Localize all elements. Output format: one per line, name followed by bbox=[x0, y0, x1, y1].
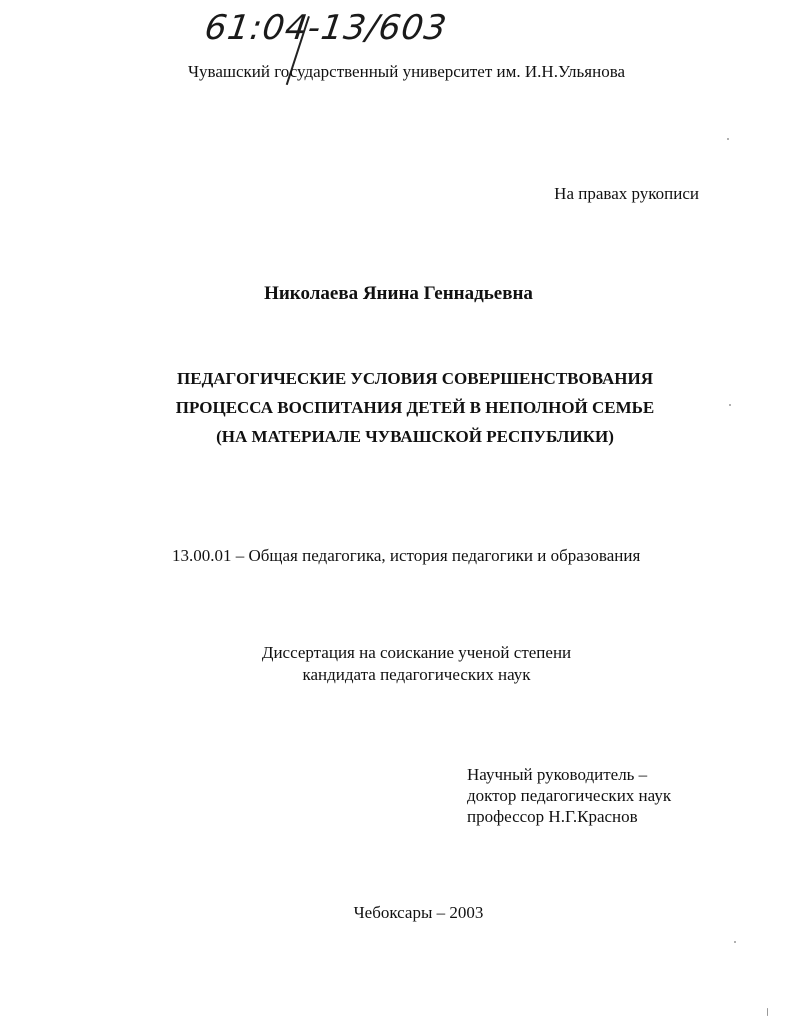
title-line-3: (НА МАТЕРИАЛЕ ЧУВАШСКОЙ РЕСПУБЛИКИ) bbox=[216, 427, 614, 446]
scan-speck bbox=[729, 404, 731, 406]
degree-line-1: Диссертация на соискание ученой степени bbox=[261, 643, 572, 662]
university-name: Чувашский государственный университет им. И.Н.Ульянова bbox=[188, 62, 626, 81]
city-year: Чебоксары – 2003 bbox=[353, 903, 484, 922]
supervisor-line-3: профессор Н.Г.Краснов bbox=[467, 807, 638, 826]
scan-speck bbox=[734, 941, 736, 943]
supervisor-line-1: Научный руководитель – bbox=[467, 765, 648, 784]
author-name: Николаева Янина Геннадьевна bbox=[264, 283, 533, 304]
scan-speck bbox=[727, 138, 729, 140]
archive-code-handwritten: 61:04-13/603 bbox=[202, 8, 450, 48]
supervisor-line-2: доктор педагогических наук bbox=[467, 786, 672, 805]
dissertation-title bbox=[0, 364, 797, 451]
specialty-code: 13.00.01 – Общая педагогика, история педагогики и образования bbox=[172, 546, 641, 565]
scan-speck bbox=[767, 1008, 768, 1016]
degree-line-2: кандидата педагогических наук bbox=[302, 665, 531, 684]
rights-note: На правах рукописи bbox=[554, 184, 699, 203]
supervisor-block bbox=[467, 764, 671, 827]
degree-statement bbox=[0, 642, 797, 686]
title-line-1: ПЕДАГОГИЧЕСКИЕ УСЛОВИЯ СОВЕРШЕНСТВОВАНИЯ bbox=[177, 369, 653, 388]
title-line-2: ПРОЦЕССА ВОСПИТАНИЯ ДЕТЕЙ В НЕПОЛНОЙ СЕМЬЕ bbox=[175, 398, 655, 417]
